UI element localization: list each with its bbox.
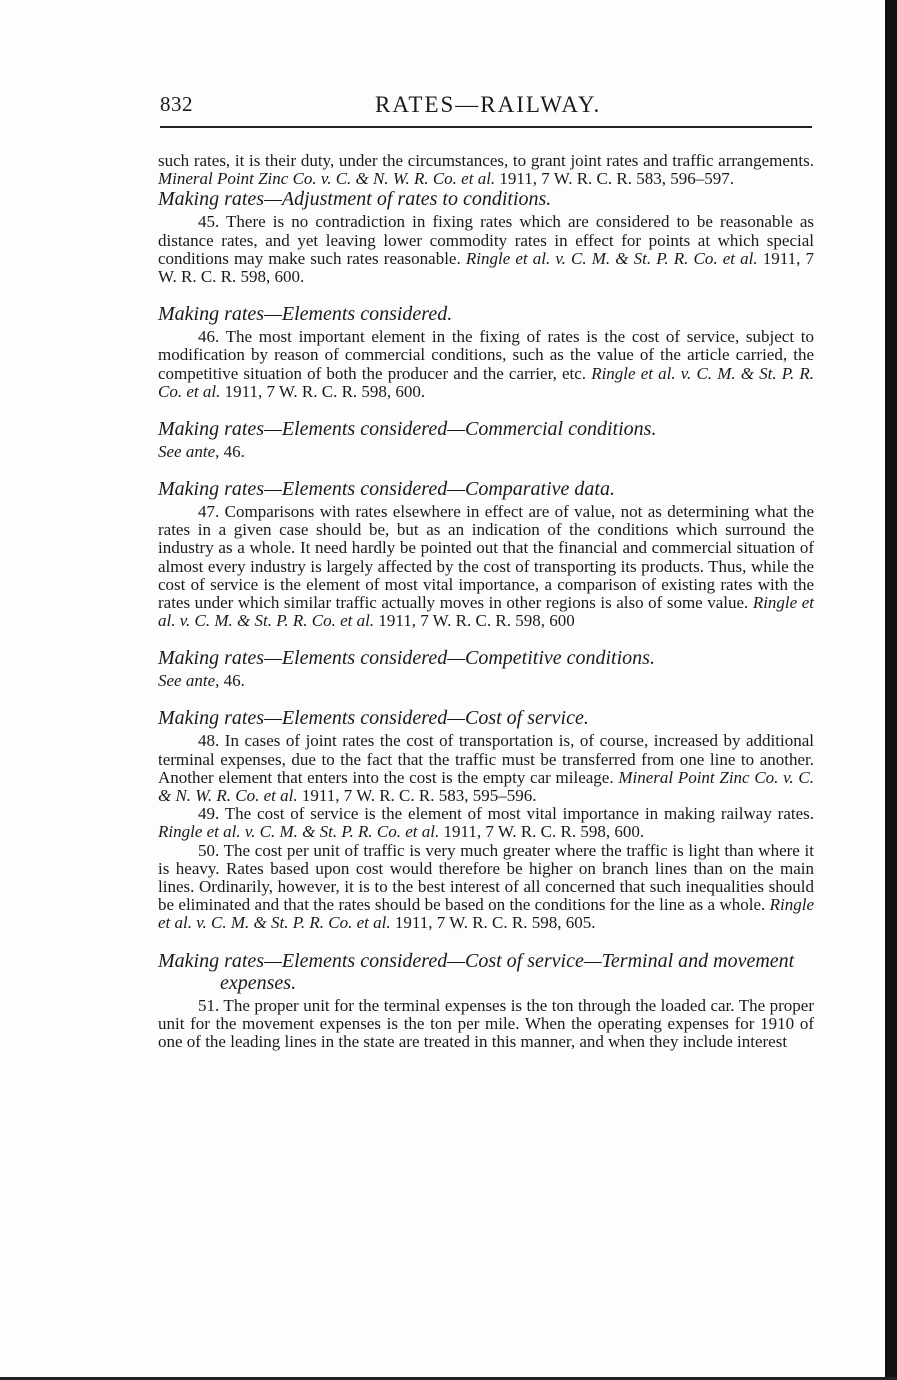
section-elements: [158, 303, 814, 401]
paragraph-50: [158, 842, 814, 933]
paragraph-49: [158, 805, 814, 841]
page-content: [158, 152, 814, 1068]
paragraph-51: [158, 997, 814, 1052]
case-citation: Mineral Point Zinc Co. v. C. & N. W. R. Co. et al.: [158, 767, 814, 806]
section-commercial-conditions: [158, 418, 814, 461]
page-number: 832: [160, 92, 193, 116]
see-label: See ante,: [158, 671, 220, 691]
case-citation: Ringle et al. v. C. M. & St. P. R. Co. et al.: [158, 822, 440, 842]
section-heading: Making rates—Elements considered—Comparative data.: [158, 478, 615, 501]
section-heading: Making rates—Elements considered—Commercial conditions.: [158, 418, 657, 441]
report-reference: 1911, 7 W. R. C. R. 583, 596–597.: [499, 169, 734, 189]
section-heading: Making rates—Adjustment of rates to conditions.: [158, 188, 552, 211]
section-heading: Making rates—Elements considered.: [158, 303, 453, 326]
section-adjustment: [158, 188, 814, 286]
see-reference: [158, 443, 814, 461]
case-citation: Ringle et al. v. C. M. & St. P. R. Co. et al.: [158, 363, 814, 401]
section-heading: Making rates—Elements considered—Competitive conditions.: [158, 647, 655, 670]
section-cost-of-service: [158, 707, 814, 932]
paragraph-text: 50. The cost per unit of traffic is very much greater where the traffic is light than where it is heavy. Rates based upon cost would therefore be higher on branch lines than on the main lines. Ordinarily, however, it is to the best interest of all concerned that such inequalities should be eliminated and that the rates should be based on the conditions for the line as a whole.: [158, 840, 814, 915]
paragraph-text: 46. The most important element in the fixing of rates is the cost of service, subject to modification by reason of commercial conditions, such as the value of the article carried, the competitive situation of both the producer and the carrier, etc.: [158, 327, 814, 383]
paragraph-text: 49. The cost of service is the element of most vital importance in making railway rates.: [198, 804, 814, 824]
see-number: 46.: [223, 442, 245, 462]
report-reference: 1911, 7 W. R. C. R. 598, 605.: [394, 913, 596, 933]
paragraph-45: [158, 213, 814, 286]
case-citation: Ringle et al. v. C. M. & St. P. R. Co. et al.: [465, 248, 758, 268]
scan-edge-right: [885, 0, 897, 1380]
paragraph-text: 48. In cases of joint rates the cost of transportation is, of course, increased by additional terminal expenses, due to the fact that the traffic must be transferred from one line to another. Another element that enters into the cost is the empty car mileage.: [158, 731, 814, 787]
section-terminal-movement: [158, 950, 814, 1052]
paragraph-46: [158, 328, 814, 401]
see-label: See ante,: [158, 442, 220, 462]
section-heading: Making rates—Elements considered—Cost of service—Terminal and movement expenses.: [158, 949, 795, 994]
report-reference: 1911, 7 W. R. C. R. 598, 600.: [224, 381, 426, 401]
case-citation: Mineral Point Zinc Co. v. C. & N. W. R. Co. et al.: [158, 169, 496, 189]
report-reference: 1911, 7 W. R. C. R. 598, 600: [378, 611, 575, 631]
section-competitive-conditions: [158, 647, 814, 690]
running-title: RATES—RAILWAY.: [375, 92, 602, 117]
see-reference: [158, 672, 814, 690]
paragraph-text: such rates, it is their duty, under the circumstances, to grant joint rates and traffic arrangements.: [158, 151, 814, 170]
page-header: [160, 92, 812, 126]
see-number: 46.: [223, 671, 245, 691]
paragraph-48: [158, 732, 814, 805]
paragraph-text: 45. There is no contradiction in fixing rates which are considered to be reasonable as distance rates, and yet leaving lower commodity rates in effect for points at which special conditions may make such rates reasonable.: [158, 212, 814, 268]
paragraph-text: 47. Comparisons with rates elsewhere in effect are of value, not as determining what the rates in a given case should be, but as an indication of the conditions which surround the industry as a whole. It need hardly be pointed out that the financial and commercial situation of almost every industry is largely affected by the cost of transporting its products. Thus, while the cost of service is the element of most vital importance, a comparison of existing rates with the rates under which similar traffic actually moves in other regions is also of some value.: [158, 502, 814, 613]
continued-paragraph: [158, 152, 814, 188]
header-rule: [160, 126, 812, 128]
report-reference: 1911, 7 W. R. C. R. 598, 600.: [158, 248, 814, 287]
case-citation: Ringle et al. v. C. M. & St. P. R. Co. et al.: [158, 895, 815, 933]
paragraph-47: [158, 503, 814, 630]
paragraph-text: 51. The proper unit for the terminal expenses is the ton through the loaded car. The proper unit for the movement expenses is the ton per mile. When the operating expenses for 1910 of one of the leading lines in the state are treated in this manner, and when they include interest: [158, 995, 814, 1052]
report-reference: 1911, 7 W. R. C. R. 598, 600.: [443, 822, 645, 842]
section-heading: Making rates—Elements considered—Cost of service.: [158, 707, 589, 730]
report-reference: 1911, 7 W. R. C. R. 583, 595–596.: [301, 786, 537, 806]
case-citation: Ringle et al. v. C. M. & St. P. R. Co. et al.: [158, 593, 814, 631]
section-comparative-data: [158, 478, 814, 630]
